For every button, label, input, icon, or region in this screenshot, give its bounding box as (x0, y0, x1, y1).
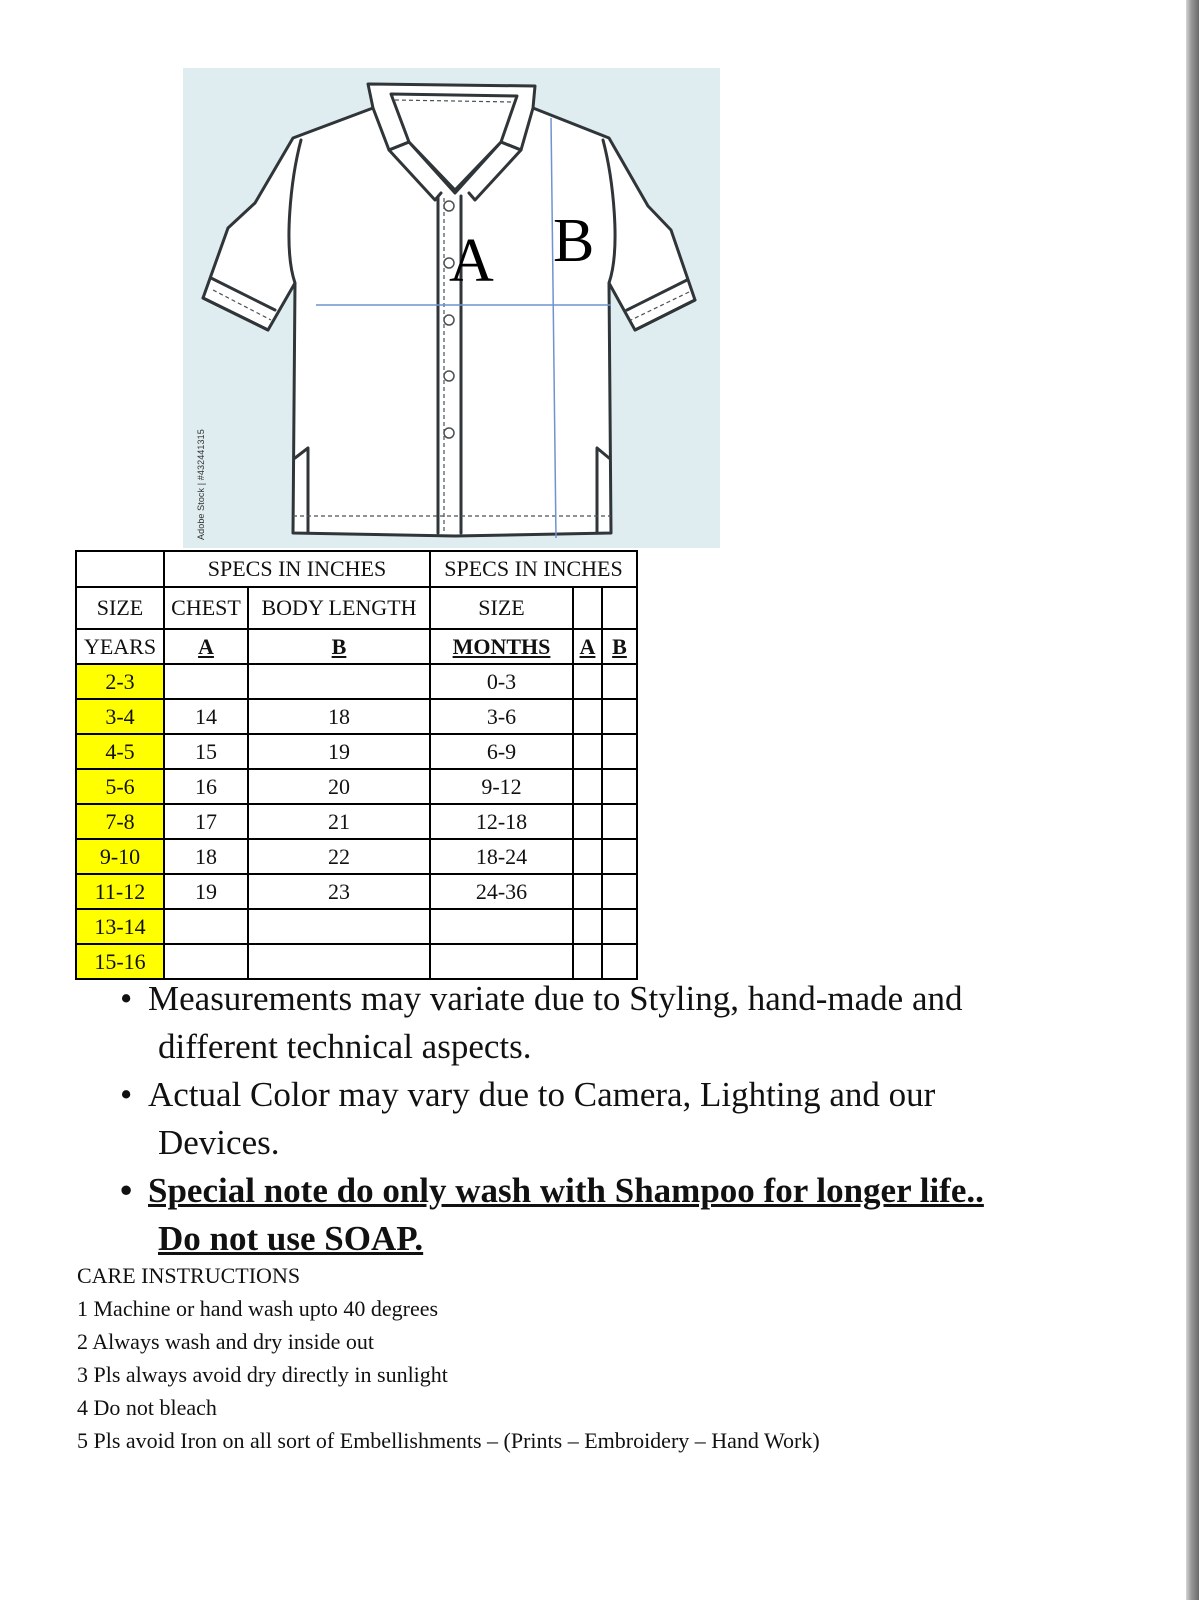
empty-cell (573, 734, 602, 769)
empty-cell (602, 734, 637, 769)
care-item: 1 Machine or hand wash upto 40 degrees (77, 1296, 439, 1321)
notes-list (120, 975, 1180, 1263)
months-cell: 0-3 (430, 664, 573, 699)
table-header-row (76, 629, 637, 664)
header-mark-a-right: A (573, 629, 602, 664)
chest-cell (164, 944, 248, 979)
empty-cell (573, 874, 602, 909)
table-row (76, 664, 637, 699)
note-line: Devices. (158, 1123, 280, 1162)
care-title: CARE INSTRUCTIONS (77, 1263, 301, 1288)
months-cell: 3-6 (430, 699, 573, 734)
header-cell-empty (573, 587, 602, 629)
years-cell: 3-4 (76, 699, 164, 734)
empty-cell (602, 909, 637, 944)
years-cell: 13-14 (76, 909, 164, 944)
table-row (76, 944, 637, 979)
header-specs-left: SPECS IN INCHES (164, 551, 430, 587)
years-cell: 15-16 (76, 944, 164, 979)
header-months: MONTHS (430, 629, 573, 664)
note-line: Measurements may variate due to Styling, hand-made and (148, 979, 963, 1018)
months-cell (430, 909, 573, 944)
empty-cell (602, 664, 637, 699)
chest-cell: 18 (164, 839, 248, 874)
care-item: 5 Pls avoid Iron on all sort of Embellishments – (Prints – Embroidery – Hand Work) (77, 1428, 820, 1453)
chest-cell: 15 (164, 734, 248, 769)
length-dimension-label: B (553, 207, 595, 275)
header-specs-right: SPECS IN INCHES (430, 551, 637, 587)
window-edge (1186, 0, 1199, 1600)
bullet-icon: • (120, 979, 133, 1018)
empty-cell (602, 839, 637, 874)
months-cell: 18-24 (430, 839, 573, 874)
table-row (76, 699, 637, 734)
table-row (76, 769, 637, 804)
header-years: YEARS (76, 629, 164, 664)
header-mark-b: B (248, 629, 430, 664)
special-note-item (120, 1167, 1180, 1263)
length-cell: 21 (248, 804, 430, 839)
shirt-drawing (183, 68, 720, 548)
length-cell (248, 664, 430, 699)
table-row (76, 839, 637, 874)
header-size-right: SIZE (430, 587, 573, 629)
empty-cell (573, 664, 602, 699)
months-cell (430, 944, 573, 979)
header-cell-empty (602, 587, 637, 629)
table-row (76, 804, 637, 839)
shirt-illustration (183, 68, 720, 548)
empty-cell (602, 699, 637, 734)
years-cell: 5-6 (76, 769, 164, 804)
header-chest: CHEST (164, 587, 248, 629)
years-cell: 11-12 (76, 874, 164, 909)
months-cell: 6-9 (430, 734, 573, 769)
months-cell: 24-36 (430, 874, 573, 909)
empty-cell (573, 944, 602, 979)
care-item: 3 Pls always avoid dry directly in sunlight (77, 1362, 448, 1387)
note-item (120, 1071, 1180, 1167)
table-row (76, 909, 637, 944)
header-body-length: BODY LENGTH (248, 587, 430, 629)
length-cell: 22 (248, 839, 430, 874)
years-cell: 9-10 (76, 839, 164, 874)
header-cell-empty (76, 551, 164, 587)
chest-cell: 19 (164, 874, 248, 909)
bullet-icon: • (120, 1075, 133, 1114)
empty-cell (573, 804, 602, 839)
length-cell (248, 944, 430, 979)
chest-dimension-label: A (449, 227, 494, 295)
care-item: 2 Always wash and dry inside out (77, 1329, 374, 1354)
note-line: Special note do only wash with Shampoo for longer life.. (148, 1171, 984, 1210)
chest-cell (164, 664, 248, 699)
note-item (120, 975, 1180, 1071)
bullet-icon: • (120, 1171, 133, 1210)
empty-cell (573, 769, 602, 804)
months-cell: 12-18 (430, 804, 573, 839)
header-mark-a: A (164, 629, 248, 664)
chest-cell: 16 (164, 769, 248, 804)
note-line: Do not use SOAP. (158, 1219, 424, 1258)
length-cell (248, 909, 430, 944)
empty-cell (602, 769, 637, 804)
length-cell: 19 (248, 734, 430, 769)
table-row (76, 734, 637, 769)
header-mark-b-right: B (602, 629, 637, 664)
header-size: SIZE (76, 587, 164, 629)
note-line: Actual Color may vary due to Camera, Lighting and our (148, 1075, 936, 1114)
length-cell: 23 (248, 874, 430, 909)
size-specs-table (75, 550, 638, 980)
empty-cell (602, 804, 637, 839)
chest-cell (164, 909, 248, 944)
empty-cell (573, 699, 602, 734)
years-cell: 2-3 (76, 664, 164, 699)
table-row (76, 874, 637, 909)
table-header-row (76, 587, 637, 629)
years-cell: 7-8 (76, 804, 164, 839)
empty-cell (602, 874, 637, 909)
length-cell: 20 (248, 769, 430, 804)
note-line: different technical aspects. (158, 1027, 532, 1066)
empty-cell (602, 944, 637, 979)
years-cell: 4-5 (76, 734, 164, 769)
care-item: 4 Do not bleach (77, 1395, 217, 1420)
months-cell: 9-12 (430, 769, 573, 804)
length-cell: 18 (248, 699, 430, 734)
care-instructions (77, 1259, 820, 1457)
empty-cell (573, 909, 602, 944)
chest-cell: 17 (164, 804, 248, 839)
chest-cell: 14 (164, 699, 248, 734)
stock-credit: Adobe Stock | #432441315 (196, 429, 206, 540)
table-header-row (76, 551, 637, 587)
empty-cell (573, 839, 602, 874)
